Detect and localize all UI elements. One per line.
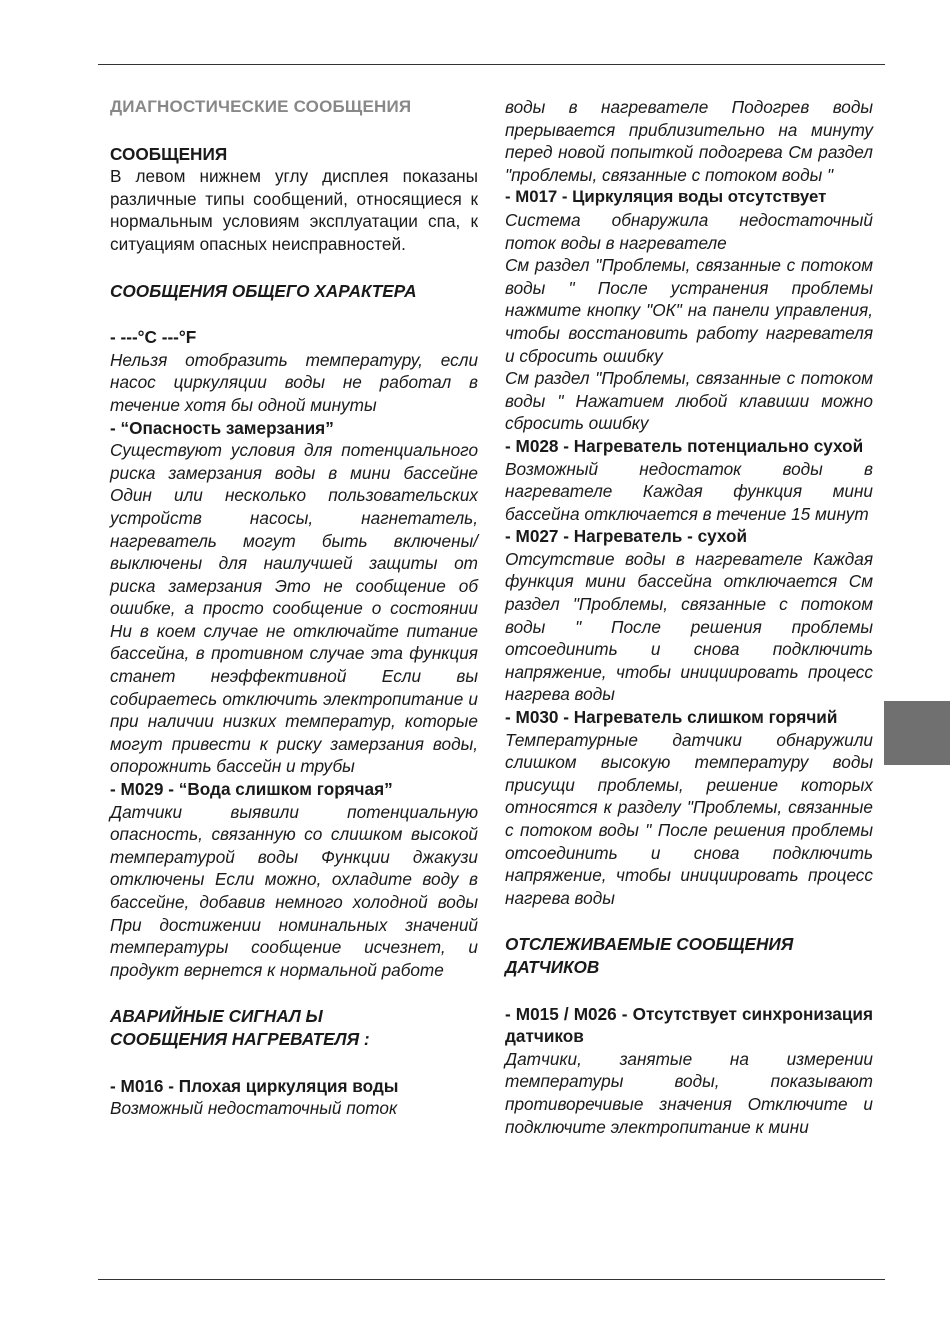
messages-title: СООБЩЕНИЯ [110,143,228,164]
alarm-title-line-2: СООБЩЕНИЯ НАГРЕВАТЕЛЯ : [110,1028,370,1049]
freeze-message-title: - “Опасность замерзания” [110,417,334,438]
m027-title: - M027 - Нагреватель - сухой [505,526,748,547]
m029-title: - M029 - “Вода слишком горячая” [110,779,393,800]
m028-title: - M028 - Нагреватель потенциально сухой [505,435,864,456]
alarm-title-line-1: АВАРИЙНЫЕ СИГНАЛ Ы [110,1006,323,1027]
m017-title: - M017 - Циркуляция воды отсутствует [505,187,827,207]
general-messages-title: СООБЩЕНИЯ ОБЩЕГО ХАРАКТЕРА [110,280,417,301]
sensor-messages-title-line-1: ОТСЛЕЖИВАЕМЫЕ СООБЩЕНИЯ [505,934,794,955]
freeze-message-text: Существуют условия для потенциального риска замерзания воды в мини бассейне Один или несколько пользовательских устройств насосы, нагнетатель, нагреватель могут быть включены/выключены для наилучшей защиты от риска замерзания Это не сообщение об ошибке, а просто сообщение о состоянии Ни в коем случае не отключайте питание бассейна, в противном случае эта функция станет неэффективной Если вы собираетесь отключить электропитание и при наличии низких температур, которые могут привести к риску замерзания воды, опорожнить бассейн и трубы [110,440,478,777]
m016-title: - M016 - Плохая циркуляция воды [110,1075,399,1096]
messages-intro: В левом нижнем углу дисплея показаны различные типы сообщений, относящиеся к нормальным условиям эксплуатации спа, к ситуациям опасных неисправностей. [110,166,478,254]
m028-text: Возможный недостаток воды в нагревателе Каждая функция мини бассейна отключается в течение 15 минут [505,458,873,524]
m015-text: Датчики, занятые на измерении температуры воды, показывают противоречивые значения Отключите и подключите электропитание к мини [505,1048,873,1137]
m030-title: - M030 - Нагреватель слишком горячий [505,707,838,728]
left-column [110,96,478,1120]
m017-text-2: См раздел "Проблемы, связанные с потоком воды " После устранения проблемы нажмите кнопку "ОК" на панели управления, чтобы восстановить работу нагревателя и сбросить ошибку [505,255,873,366]
top-rule [98,64,885,65]
m017-text-1: Система обнаружила недостаточный поток воды в нагревателе [505,209,873,253]
m030-text: Температурные датчики обнаружили слишком высокую температуру воды присущи проблемы, решение которых относятся к разделу "Проблемы, связанные с потоком воды " После решения проблемы отсоединить и снова подключить напряжение, чтобы инициировать процесс нагрева воды [505,729,873,908]
section-header: ДИАГНОСТИЧЕСКИЕ СООБЩЕНИЯ [110,97,412,116]
m027-text: Отсутствие воды в нагревателе Каждая функция мини бассейна отключается См раздел "Проблемы, связанные с потоком воды " После решения проблемы отсоединить и снова подключить напряжение, чтобы инициировать процесс нагрева воды [505,548,873,705]
right-column [505,96,873,1138]
m029-text: Датчики выявили потенциальную опасность, связанную со слишком высокой температурой воды Функции джакузи отключены Если можно, охладите воду в бассейне, добавив немного холодной воды При достижении номинальных значений температуры сообщение исчезнет, и продукт вернется к нормальной работе [110,801,478,980]
m016-text: Возможный недостаточный поток [110,1098,398,1119]
m015-title: - M015 / M026 - Отсутствует синхронизация датчиков [505,1003,873,1047]
temp-message-title: - ---°C ---°F [110,327,197,348]
sensor-messages-title-line-2: ДАТЧИКОВ [505,956,600,977]
m016-text-continued: воды в нагревателе Подогрев воды прерывается приблизительно на минуту перед новой попыткой подогрева См раздел "проблемы, связанные с потоком воды " [505,97,873,185]
m017-text-3: См раздел "Проблемы, связанные с потоком воды " Нажатием любой клавиши можно сбросить ошибку [505,368,873,434]
section-tab-marker [884,701,950,765]
bottom-rule [98,1279,885,1280]
temp-message-text: Нельзя отобразить температуру, если насос циркуляции воды не работал в течение хотя бы одной минуты [110,349,478,415]
